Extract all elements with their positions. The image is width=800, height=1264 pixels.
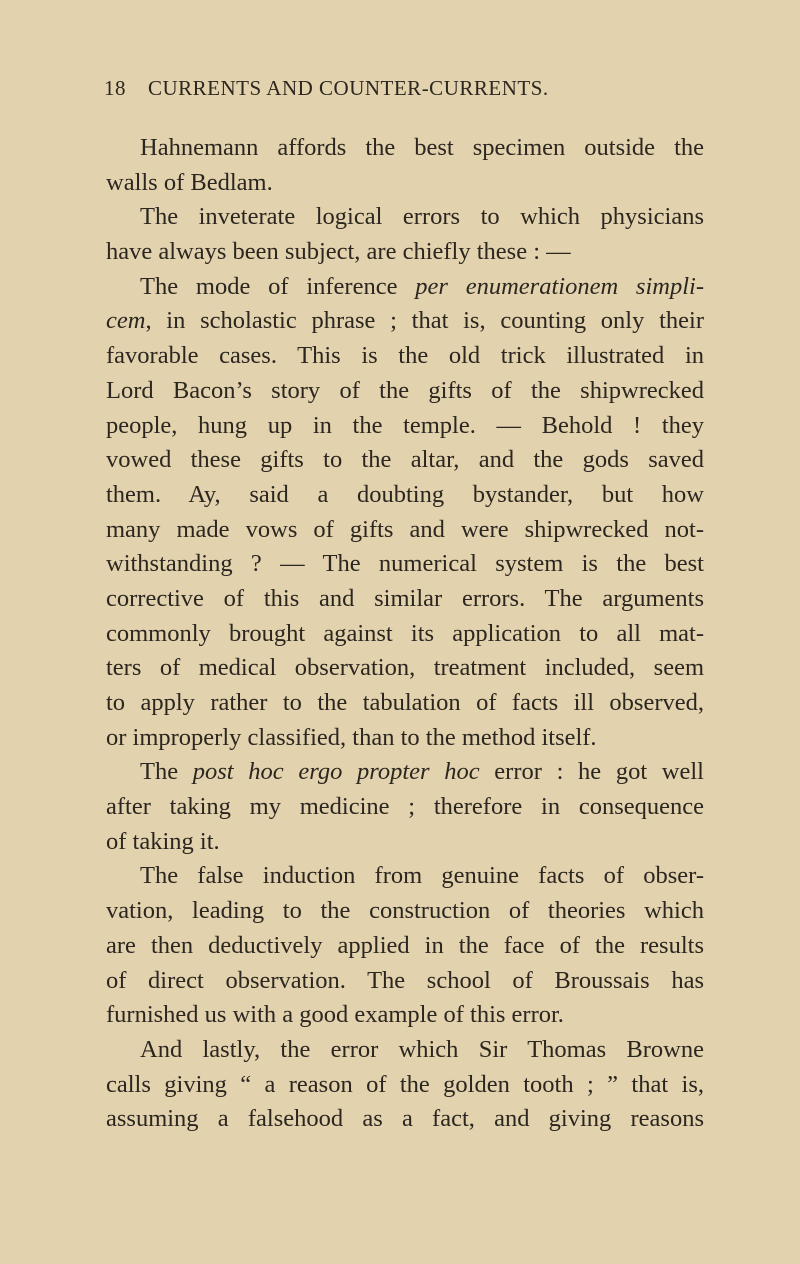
italic-phrase: per enumerationem simpli- [415, 272, 704, 300]
text-line: ters of medical observation, treatment included, seem [106, 654, 704, 682]
text-line: or improperly classified, than to the method itself. [106, 723, 597, 751]
text-line: And lastly, the error which Sir Thomas Browne [140, 1035, 704, 1063]
text-line: The false induction from genuine facts of obser- [140, 862, 704, 890]
text-line: are then deductively applied in the face of the results [106, 931, 704, 959]
text-line: furnished us with a good example of this error. [106, 1001, 564, 1029]
text-line: to apply rather to the tabulation of facts ill observed, [106, 689, 704, 716]
text-line: corrective of this and similar errors. The arguments [106, 584, 704, 612]
text-line: vation, leading to the construction of theories which [106, 897, 704, 925]
text-line: many made vows of gifts and were shipwrecked not- [106, 515, 704, 543]
text-line [106, 270, 704, 305]
text-segment: The mode of inference [140, 272, 416, 300]
text-line [106, 755, 704, 790]
text-line: of direct observation. The school of Broussais has [106, 966, 704, 994]
text-line: Lord Bacon’s story of the gifts of the shipwrecked [106, 376, 704, 404]
page-number: 18 [104, 76, 126, 100]
text-line: calls giving “ a reason of the golden tooth ; ” that is, [106, 1070, 704, 1098]
text-line: withstanding ? — The numerical system is the best [106, 550, 704, 578]
text-segment: error : he got well [479, 758, 704, 786]
running-title: CURRENTS AND COUNTER-CURRENTS. [148, 76, 549, 100]
text-segment: , in scholastic phrase ; that is, counting only their [145, 307, 704, 335]
text-line: vowed these gifts to the altar, and the gods saved [106, 446, 704, 474]
text-line [106, 304, 704, 339]
text-line: them. Ay, said a doubting bystander, but how [106, 480, 704, 508]
body-text [106, 131, 704, 1137]
text-line: people, hung up in the temple. — Behold ! they [106, 411, 704, 439]
text-line: have always been subject, are chiefly these : — [106, 238, 571, 266]
text-line: assuming a falsehood as a fact, and giving reasons [106, 1105, 704, 1133]
text-line: after taking my medicine ; therefore in consequence [106, 793, 704, 821]
text-line: commonly brought against its application to all mat- [106, 619, 704, 647]
text-line: of taking it. [106, 827, 220, 855]
text-line: Hahnemann affords the best specimen outside the [140, 134, 704, 161]
text-line: walls of Bedlam. [106, 168, 273, 196]
italic-phrase: cem [106, 307, 146, 335]
italic-phrase: post hoc ergo propter hoc [192, 758, 480, 786]
text-line: The inveterate logical errors to which physicians [140, 203, 704, 231]
text-segment: The [140, 758, 193, 786]
text-line: favorable cases. This is the old trick illustrated in [106, 342, 704, 370]
